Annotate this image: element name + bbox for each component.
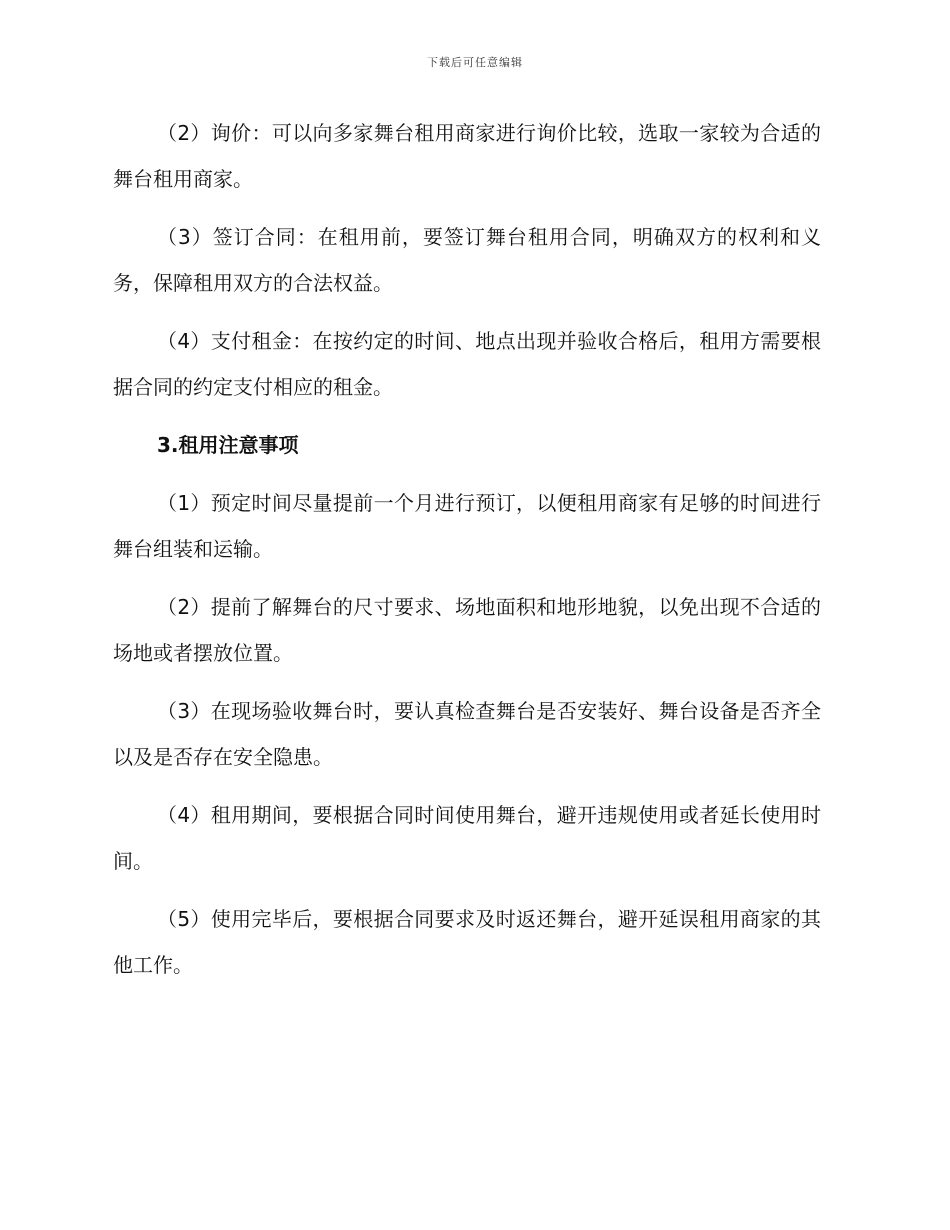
paragraph-acceptance-check: （3）在现场验收舞台时，要认真检查舞台是否安装好、舞台设备是否齐全以及是否存在安全隐患。 [113,699,821,769]
paragraph-rental-period: （4）租用期间，要根据合同时间使用舞台，避开违规使用或者延长使用时间。 [113,803,821,873]
document-body [113,110,821,1000]
paragraph-booking-time: （1）预定时间尽量提前一个月进行预订，以便租用商家有足够的时间进行舞台组装和运输。 [113,491,821,561]
paragraph-pay-rent: （4）支付租金：在按约定的时间、地点出现并验收合格后，租用方需要根据合同的约定支付相应的租金。 [113,329,821,399]
paragraph-return-stage: （5）使用完毕后，要根据合同要求及时返还舞台，避开延误租用商家的其他工作。 [113,907,821,977]
paragraph-sign-contract: （3）签订合同：在租用前，要签订舞台租用合同，明确双方的权利和义务，保障租用双方的合法权益。 [113,225,821,295]
paragraph-inquiry: （2）询价：可以向多家舞台租用商家进行询价比较，选取一家较为合适的舞台租用商家。 [113,121,821,191]
page-header-note: 下载后可任意编辑 [427,56,523,69]
section-heading-precautions: 3.租用注意事项 [157,433,299,457]
paragraph-stage-size: （2）提前了解舞台的尺寸要求、场地面积和地形地貌，以免出现不合适的场地或者摆放位置。 [113,595,821,665]
